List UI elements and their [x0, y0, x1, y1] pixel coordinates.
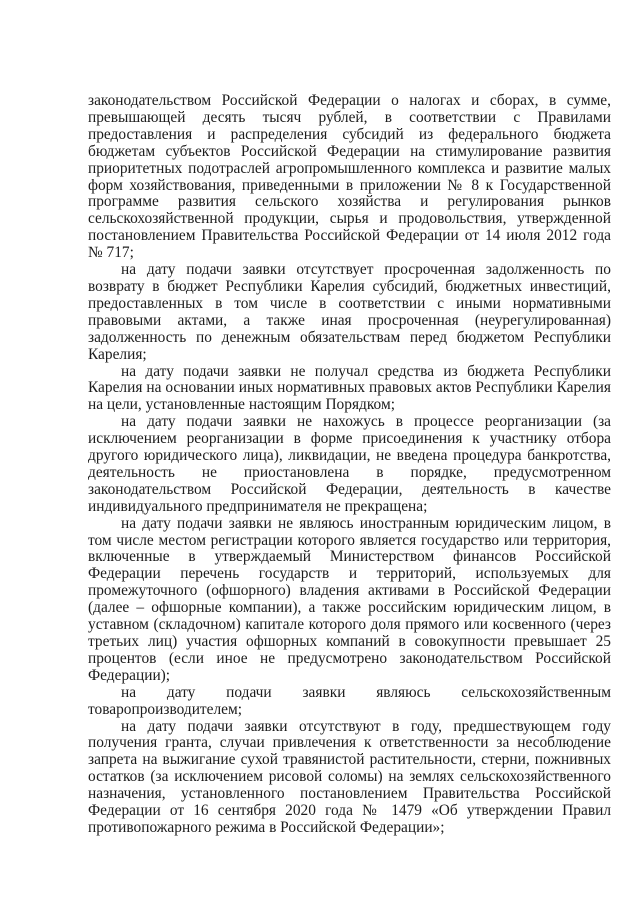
paragraph-agricultural-producer: на дату подачи заявки являюсь сельскохозяйственным товаропроизводителем; — [88, 683, 611, 718]
paragraph-continuation: законодательством Российской Федерации о налогах и сборах, в сумме, превышающей десять тысяч рублей, в соответствии с Правилами предоставления и распределения субсидий из федерального бюджета бюджетам субъектов Российской Федерации на стимулирование развития приоритетных подотраслей агропромышленного комплекса и развитие малых форм хозяйствования, приведенными в приложении № 8 к Государственной программе развития сельского хозяйства и регулирования рынков сельскохозяйственной продукции, сырья и продовольствия, утвержденной постановлением Правительства Российской Федерации от 14 июля 2012 года № 717; — [88, 92, 611, 262]
paragraph-no-burning-violations: на дату подачи заявки отсутствуют в году, предшествующем году получения гранта, случаи привлечения к ответственности за несоблюдение запрета на выжигание сухой травянистой растительности, стерни, пожнивных остатков (за исключением рисовой соломы) на землях сельскохозяйственного назначения, установленного постановлением Правительства Российской Федерации от 16 сентября 2020 года № 1479 «Об утверждении Правил противопожарного режима в Российской Федерации»; — [88, 717, 611, 836]
paragraph-no-other-funds: на дату подачи заявки не получал средства из бюджета Республики Карелия на основании иных нормативных правовых актов Республики Карелия на цели, установленные настоящим Порядком; — [88, 362, 611, 414]
paragraph-no-reorganization: на дату подачи заявки не нахожусь в процессе реорганизации (за исключением реорганизации в форме присоединения к участнику отбора другого юридического лица), ликвидации, не введена процедура банкротства, деятельность не приостановлена в порядке, предусмотренном законодательством Российской Федерации, деятельность в качестве индивидуального предпринимателя не прекращена; — [88, 413, 611, 515]
paragraph-not-foreign-entity: на дату подачи заявки не являюсь иностранным юридическим лицом, в том числе местом регистрации которого является государство или территория, включенные в утверждаемый Министерством финансов Российской Федерации перечень государств и территорий, используемых для промежуточного (офшорного) владения активами в Российской Федерации (далее – офшорные компании), а также российским юридическим лицом, в уставном (складочном) капитале которого доля прямого или косвенного (через третьих лиц) участия офшорных компаний в совокупности превышает 25 процентов (если иное не предусмотрено законодательством Российской Федерации); — [88, 514, 611, 684]
paragraph-no-debt: на дату подачи заявки отсутствует просроченная задолженность по возврату в бюджет Республики Карелия субсидий, бюджетных инвестиций, предоставленных в том числе в соответствии с иными нормативными правовыми актами, а также иная просроченная (неурегулированная) задолженность по денежным обязательствам перед бюджетом Республики Карелия; — [88, 261, 611, 363]
